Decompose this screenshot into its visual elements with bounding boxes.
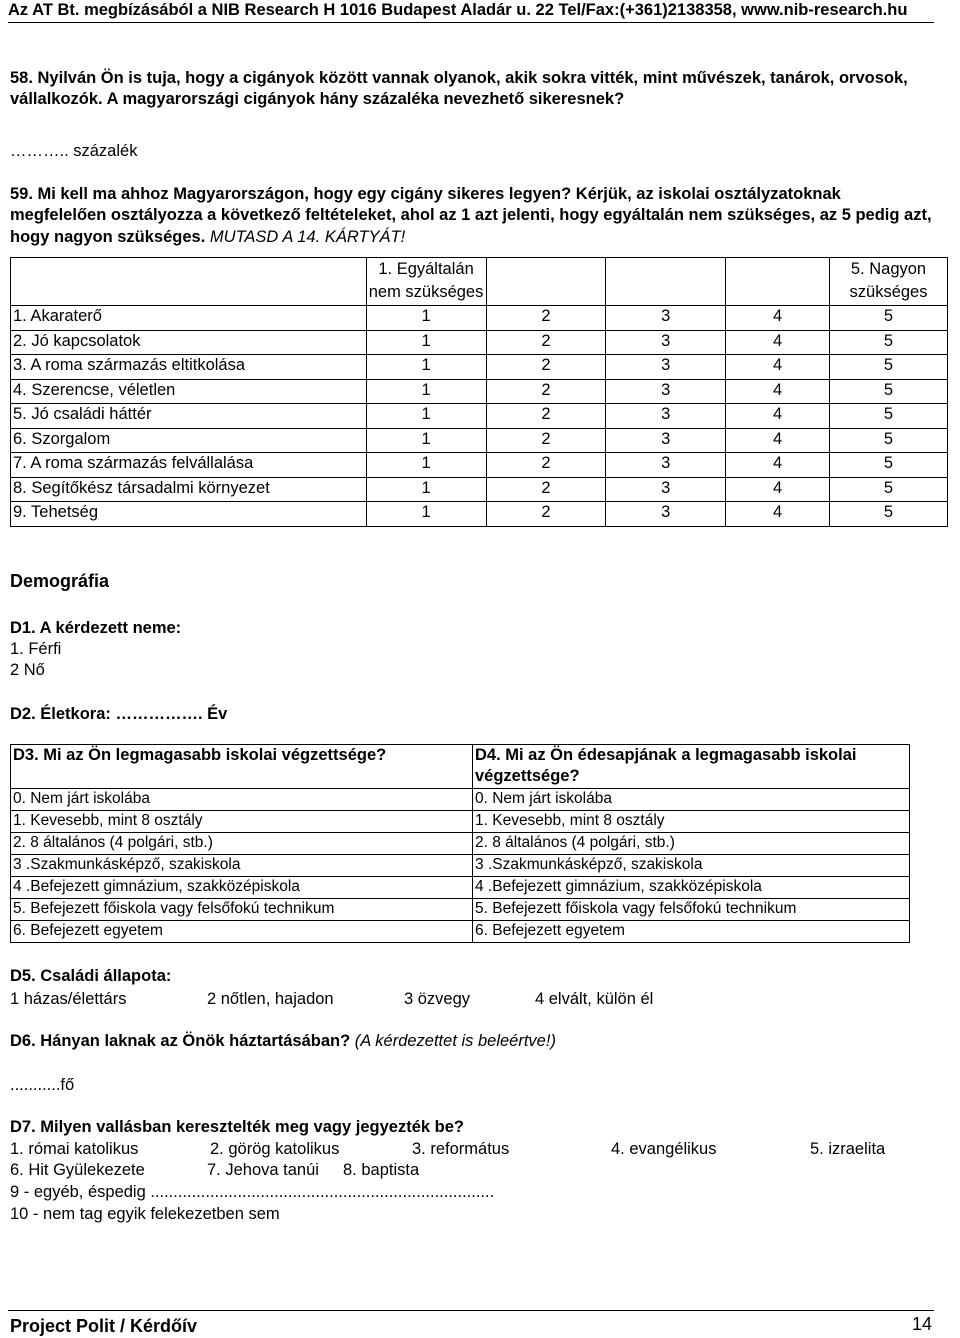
rating-option[interactable]: 5 — [830, 428, 948, 453]
page-header: Az AT Bt. megbízásából a NIB Research H 1016 Budapest Aladár u. 22 Tel/Fax:(+361)2138358, www.nib-research.hu — [8, 1, 908, 19]
table-row — [11, 379, 948, 404]
rating-option[interactable]: 2 — [486, 502, 606, 527]
rating-option[interactable]: 1 — [366, 453, 486, 478]
rating-option[interactable]: 4 — [726, 428, 830, 453]
item-label: 1. Akaraterő — [11, 306, 367, 331]
rating-option[interactable]: 3 — [606, 428, 726, 453]
question-58-answer[interactable]: ……….. százalék — [10, 142, 138, 160]
d7-option[interactable]: 1. római katolikus — [10, 1140, 139, 1158]
rating-option[interactable]: 2 — [486, 355, 606, 380]
rating-option[interactable]: 3 — [606, 453, 726, 478]
d5-option[interactable]: 2 nőtlen, hajadon — [207, 990, 334, 1008]
d4-option[interactable]: 1. Kevesebb, mint 8 osztály — [473, 810, 910, 832]
d4-option[interactable]: 2. 8 általános (4 polgári, stb.) — [473, 832, 910, 854]
rating-option[interactable]: 1 — [366, 379, 486, 404]
d4-option[interactable]: 5. Befejezett főiskola vagy felsőfokú technikum — [473, 898, 910, 920]
rating-option[interactable]: 3 — [606, 379, 726, 404]
d3-option[interactable]: 0. Nem járt iskolába — [11, 788, 473, 810]
d7-option[interactable]: 2. görög katolikus — [210, 1140, 340, 1158]
d7-option[interactable]: 6. Hit Gyülekezete — [10, 1161, 145, 1179]
d7-options-row2 — [10, 1160, 940, 1182]
rating-option[interactable]: 2 — [486, 453, 606, 478]
question-59-text: 59. Mi kell ma ahhoz Magyarországon, hogy egy cigány sikeres legyen? Kérjük, az iskolai osztályzatoknak megfelelően osztályozza a következő feltételeket, ahol az 1 azt jelenti, hogy egyáltalán nem szükséges, az 5 pedig azt, hogy nagyon szükséges. — [10, 185, 932, 246]
rating-option[interactable]: 4 — [726, 379, 830, 404]
d7-option-other[interactable]: 9 - egyéb, éspedig ........................................................................... — [10, 1183, 495, 1201]
rating-option[interactable]: 2 — [486, 404, 606, 429]
rating-option[interactable]: 3 — [606, 355, 726, 380]
section-title: Demográfia — [10, 571, 110, 591]
rating-option[interactable]: 3 — [606, 330, 726, 355]
d7-option[interactable]: 8. baptista — [343, 1161, 420, 1179]
rating-option[interactable]: 1 — [366, 330, 486, 355]
d3-option[interactable]: 1. Kevesebb, mint 8 osztály — [11, 810, 473, 832]
d6-label: D6. Hányan laknak az Önök háztartásában? — [10, 1032, 351, 1050]
page-number: 14 — [912, 1314, 933, 1334]
rating-table-header — [11, 258, 948, 306]
d3-option[interactable]: 3 .Szakmunkásképző, szakiskola — [11, 854, 473, 876]
rating-option[interactable]: 5 — [830, 502, 948, 527]
rating-table — [10, 257, 948, 527]
table-row — [11, 502, 948, 527]
table-row — [11, 404, 948, 429]
rating-option[interactable]: 4 — [726, 477, 830, 502]
education-table — [10, 744, 910, 943]
rating-option[interactable]: 4 — [726, 453, 830, 478]
table-row — [11, 330, 948, 355]
rating-option[interactable]: 3 — [606, 502, 726, 527]
d2-label: D2. Életkora: — [10, 705, 111, 723]
d5-option[interactable]: 4 elvált, külön él — [535, 990, 654, 1008]
d3-option[interactable]: 2. 8 általános (4 polgári, stb.) — [11, 832, 473, 854]
d2-question — [10, 704, 930, 725]
header-blank-cell — [11, 258, 367, 306]
d1-question: D1. A kérdezett neme: — [10, 619, 182, 637]
rating-option[interactable]: 2 — [486, 306, 606, 331]
table-row — [11, 477, 948, 502]
item-label: 4. Szerencse, véletlen — [11, 379, 367, 404]
d5-option[interactable]: 3 özvegy — [404, 990, 471, 1008]
rating-option[interactable]: 1 — [366, 502, 486, 527]
rating-option[interactable]: 4 — [726, 502, 830, 527]
d4-option[interactable]: 0. Nem járt iskolába — [473, 788, 910, 810]
table-row — [11, 306, 948, 331]
item-label: 2. Jó kapcsolatok — [11, 330, 367, 355]
rating-option[interactable]: 5 — [830, 477, 948, 502]
d3-option[interactable]: 5. Befejezett főiskola vagy felsőfokú technikum — [11, 898, 473, 920]
rating-option[interactable]: 1 — [366, 404, 486, 429]
d5-options — [10, 989, 930, 1011]
d6-answer[interactable]: ...........fő — [10, 1076, 75, 1094]
d2-answer[interactable]: ……………. Év — [115, 705, 228, 723]
item-label: 8. Segítőkész társadalmi környezet — [11, 477, 367, 502]
scale-high-label: 5. Nagyon szükséges — [830, 258, 948, 306]
d7-option[interactable]: 5. izraelita — [810, 1140, 886, 1158]
d4-question: D4. Mi az Ön édesapjának a legmagasabb iskolai végzettsége? — [473, 745, 910, 789]
rating-option[interactable]: 4 — [726, 306, 830, 331]
rating-option[interactable]: 1 — [366, 355, 486, 380]
rating-option[interactable]: 3 — [606, 477, 726, 502]
d4-option[interactable]: 3 .Szakmunkásképző, szakiskola — [473, 854, 910, 876]
item-label: 6. Szorgalom — [11, 428, 367, 453]
d7-option[interactable]: 4. evangélikus — [611, 1140, 717, 1158]
d3-option[interactable]: 4 .Befejezett gimnázium, szakközépiskola — [11, 876, 473, 898]
item-label: 3. A roma származás eltitkolása — [11, 355, 367, 380]
d1-option[interactable]: 2 Nő — [10, 661, 45, 679]
rating-option[interactable]: 3 — [606, 306, 726, 331]
d3-option[interactable]: 6. Befejezett egyetem — [11, 920, 473, 942]
item-label: 7. A roma származás felvállalása — [11, 453, 367, 478]
item-label: 5. Jó családi háttér — [11, 404, 367, 429]
rating-option[interactable]: 2 — [486, 477, 606, 502]
d3-question: D3. Mi az Ön legmagasabb iskolai végzettsége? — [11, 745, 473, 789]
table-row — [11, 453, 948, 478]
rating-option[interactable]: 3 — [606, 404, 726, 429]
rating-option[interactable]: 2 — [486, 330, 606, 355]
question-59-instruction: MUTASD A 14. KÁRTYÁT! — [209, 227, 406, 246]
scale-low-label: 1. Egyáltalán nem szükséges — [366, 258, 486, 306]
d7-option[interactable]: 3. református — [412, 1140, 510, 1158]
rating-option[interactable]: 5 — [830, 330, 948, 355]
d7-options-row1 — [10, 1139, 940, 1161]
d4-option[interactable]: 6. Befejezett egyetem — [473, 920, 910, 942]
footer-rule — [8, 1310, 934, 1311]
rating-option[interactable]: 4 — [726, 330, 830, 355]
rating-option[interactable]: 1 — [366, 428, 486, 453]
rating-option[interactable]: 1 — [366, 306, 486, 331]
d7-question: D7. Milyen vallásban keresztelték meg vagy jegyezték be? — [10, 1118, 464, 1136]
rating-option[interactable]: 4 — [726, 355, 830, 380]
header-rule — [8, 22, 934, 23]
item-label: 9. Tehetség — [11, 502, 367, 527]
d7-option-none[interactable]: 10 - nem tag egyik felekezetben sem — [10, 1205, 280, 1223]
rating-option[interactable]: 5 — [830, 355, 948, 380]
rating-option[interactable]: 5 — [830, 379, 948, 404]
table-row — [11, 428, 948, 453]
d1-option[interactable]: 1. Férfi — [10, 640, 62, 658]
question-59 — [10, 184, 935, 248]
rating-option[interactable]: 1 — [366, 477, 486, 502]
question-58: 58. Nyilván Ön is tuja, hogy a cigányok között vannak olyanok, akik sokra vitték, mint művészek, tanárok, orvosok, vállalkozók. A magyarországi cigányok hány százaléka nevezhető sikeresnek? — [10, 69, 908, 109]
d6-note: (A kérdezettet is beleértve!) — [354, 1032, 556, 1050]
d4-option[interactable]: 4 .Befejezett gimnázium, szakközépiskola — [473, 876, 910, 898]
footer-title: Project Polit / Kérdőív — [10, 1316, 198, 1336]
rating-option[interactable]: 2 — [486, 428, 606, 453]
rating-option[interactable]: 5 — [830, 306, 948, 331]
rating-option[interactable]: 5 — [830, 404, 948, 429]
rating-option[interactable]: 5 — [830, 453, 948, 478]
d5-option[interactable]: 1 házas/élettárs — [10, 990, 127, 1008]
rating-option[interactable]: 2 — [486, 379, 606, 404]
rating-option[interactable]: 4 — [726, 404, 830, 429]
d6-question — [10, 1031, 930, 1052]
d7-option[interactable]: 7. Jehova tanúi — [207, 1161, 319, 1179]
d5-question: D5. Családi állapota: — [10, 967, 172, 985]
table-row — [11, 355, 948, 380]
